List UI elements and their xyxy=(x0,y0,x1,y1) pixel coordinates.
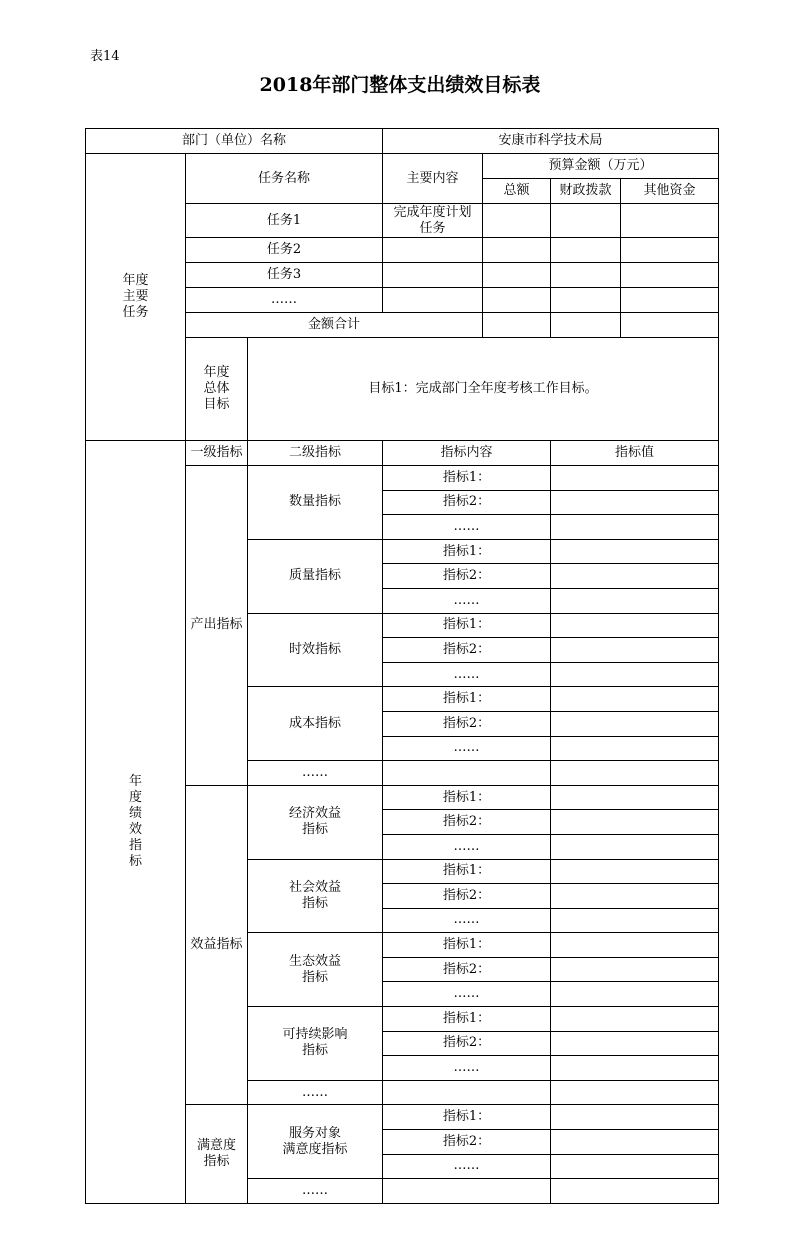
indicator-content-cell: …… xyxy=(383,908,551,933)
indicator-content-cell: …… xyxy=(383,662,551,687)
indicator-content-cell xyxy=(383,1179,551,1204)
task-content-cell: 完成年度计划 任务 xyxy=(383,204,483,238)
indicator-value-cell xyxy=(551,810,719,835)
indicator-value-cell xyxy=(551,785,719,810)
indicator-value-cell xyxy=(551,515,719,540)
annual-goal-label: 年度 总体 目标 xyxy=(186,338,248,441)
indicator-content-cell: 指标2： xyxy=(383,1130,551,1155)
indicator-content-cell: 指标2： xyxy=(383,957,551,982)
indicator-value-cell xyxy=(551,859,719,884)
indicator-content-cell: …… xyxy=(383,982,551,1007)
indicator-value-cell xyxy=(551,834,719,859)
table-body xyxy=(86,129,719,1204)
indicator-content-cell: 指标2： xyxy=(383,884,551,909)
indicator-content-cell: 指标2： xyxy=(383,638,551,663)
indicator-content-cell: 指标1： xyxy=(383,466,551,491)
table-row xyxy=(86,129,719,154)
performance-target-table xyxy=(85,128,719,1204)
budget-total-cell xyxy=(483,288,551,313)
indicator-content-cell: 指标2： xyxy=(383,711,551,736)
indicator-value-cell xyxy=(551,564,719,589)
task-content-cell xyxy=(383,288,483,313)
indicator-value-cell xyxy=(551,1105,719,1130)
indicator-value-cell xyxy=(551,1056,719,1081)
indicator-content-cell: 指标1： xyxy=(383,1007,551,1032)
output-more: …… xyxy=(248,761,383,786)
task-content-cell xyxy=(383,238,483,263)
indicator-value-cell xyxy=(551,613,719,638)
task-name-header: 任务名称 xyxy=(186,154,383,204)
annual-tasks-label: 年度 主要 任务 xyxy=(86,154,186,441)
output-subindicator: 成本指标 xyxy=(248,687,383,761)
amount-sum-label: 金额合计 xyxy=(186,313,483,338)
benefit-subindicator: 生态效益 指标 xyxy=(248,933,383,1007)
indicator-value-cell xyxy=(551,957,719,982)
budget-other-cell xyxy=(621,263,719,288)
indicator-value-cell xyxy=(551,761,719,786)
satisfaction-subindicator: 服务对象 满意度指标 xyxy=(248,1105,383,1179)
indicator-content-cell: …… xyxy=(383,736,551,761)
annual-goal-text: 目标1：完成部门全年度考核工作目标。 xyxy=(248,338,719,441)
indicator-content-cell: 指标2： xyxy=(383,564,551,589)
indicator-content-cell: …… xyxy=(383,834,551,859)
indicator-content-cell xyxy=(383,761,551,786)
budget-fiscal-cell xyxy=(551,238,621,263)
budget-other-header: 其他资金 xyxy=(621,179,719,204)
budget-total-header: 总额 xyxy=(483,179,551,204)
indicator-content-cell: 指标1： xyxy=(383,687,551,712)
table-number: 表14 xyxy=(90,49,120,64)
sum-other-cell xyxy=(621,313,719,338)
indicator-content-cell: 指标1： xyxy=(383,785,551,810)
indicator-value-cell xyxy=(551,638,719,663)
indicator-content-cell: 指标1： xyxy=(383,613,551,638)
indicator-content-cell xyxy=(383,1080,551,1105)
indicator-value-cell xyxy=(551,933,719,958)
level1-header: 一级指标 xyxy=(186,441,248,466)
indicator-value-cell xyxy=(551,982,719,1007)
indicator-value-cell xyxy=(551,908,719,933)
dept-name-label: 部门（单位）名称 xyxy=(86,129,383,154)
budget-other-cell xyxy=(621,204,719,238)
budget-total-cell xyxy=(483,238,551,263)
budget-fiscal-header: 财政拨款 xyxy=(551,179,621,204)
sum-total-cell xyxy=(483,313,551,338)
output-indicator-label: 产出指标 xyxy=(186,466,248,786)
indicator-content-cell: 指标1： xyxy=(383,539,551,564)
indicator-content-cell: 指标1： xyxy=(383,1105,551,1130)
budget-header: 预算金额（万元） xyxy=(483,154,719,179)
indicator-content-cell: 指标1： xyxy=(383,933,551,958)
benefit-indicator-label: 效益指标 xyxy=(186,785,248,1105)
budget-other-cell xyxy=(621,238,719,263)
benefit-subindicator: 社会效益 指标 xyxy=(248,859,383,933)
document-title: 2018年部门整体支出绩效目标表 xyxy=(259,74,541,96)
table-row xyxy=(86,441,719,466)
benefit-subindicator: 可持续影响 指标 xyxy=(248,1007,383,1081)
indicator-value-cell xyxy=(551,1080,719,1105)
output-subindicator: 时效指标 xyxy=(248,613,383,687)
indicator-value-cell xyxy=(551,466,719,491)
satisfaction-more: …… xyxy=(248,1179,383,1204)
budget-fiscal-cell xyxy=(551,288,621,313)
benefit-more: …… xyxy=(248,1080,383,1105)
indicator-content-cell: …… xyxy=(383,515,551,540)
task-name-cell: 任务2 xyxy=(186,238,383,263)
indicator-content-header: 指标内容 xyxy=(383,441,551,466)
indicator-value-cell xyxy=(551,1130,719,1155)
indicator-value-cell xyxy=(551,687,719,712)
indicator-content-cell: 指标2： xyxy=(383,1031,551,1056)
budget-total-cell xyxy=(483,263,551,288)
task-name-cell: …… xyxy=(186,288,383,313)
dept-name-value: 安康市科学技术局 xyxy=(383,129,719,154)
task-name-cell: 任务3 xyxy=(186,263,383,288)
budget-fiscal-cell xyxy=(551,263,621,288)
indicator-value-cell xyxy=(551,884,719,909)
task-name-cell: 任务1 xyxy=(186,204,383,238)
indicator-value-header: 指标值 xyxy=(551,441,719,466)
indicator-content-cell: 指标2： xyxy=(383,490,551,515)
indicator-content-cell: 指标1： xyxy=(383,859,551,884)
satisfaction-indicator-label: 满意度 指标 xyxy=(186,1105,248,1203)
level2-header: 二级指标 xyxy=(248,441,383,466)
benefit-subindicator: 经济效益 指标 xyxy=(248,785,383,859)
indicator-value-cell xyxy=(551,1031,719,1056)
sum-fiscal-cell xyxy=(551,313,621,338)
indicator-value-cell xyxy=(551,1007,719,1032)
budget-total-cell xyxy=(483,204,551,238)
indicator-content-cell: …… xyxy=(383,1154,551,1179)
annual-performance-label: 年 度 绩 效 指 标 xyxy=(86,441,186,1204)
indicator-content-cell: …… xyxy=(383,1056,551,1081)
indicator-content-cell: …… xyxy=(383,588,551,613)
table-row xyxy=(86,154,719,179)
indicator-value-cell xyxy=(551,711,719,736)
output-subindicator: 质量指标 xyxy=(248,539,383,613)
indicator-value-cell xyxy=(551,1179,719,1204)
budget-fiscal-cell xyxy=(551,204,621,238)
indicator-value-cell xyxy=(551,490,719,515)
indicator-value-cell xyxy=(551,736,719,761)
budget-other-cell xyxy=(621,288,719,313)
indicator-value-cell xyxy=(551,588,719,613)
task-content-cell xyxy=(383,263,483,288)
task-content-header: 主要内容 xyxy=(383,154,483,204)
indicator-value-cell xyxy=(551,662,719,687)
output-subindicator: 数量指标 xyxy=(248,466,383,540)
indicator-content-cell: 指标2： xyxy=(383,810,551,835)
indicator-value-cell xyxy=(551,1154,719,1179)
indicator-value-cell xyxy=(551,539,719,564)
